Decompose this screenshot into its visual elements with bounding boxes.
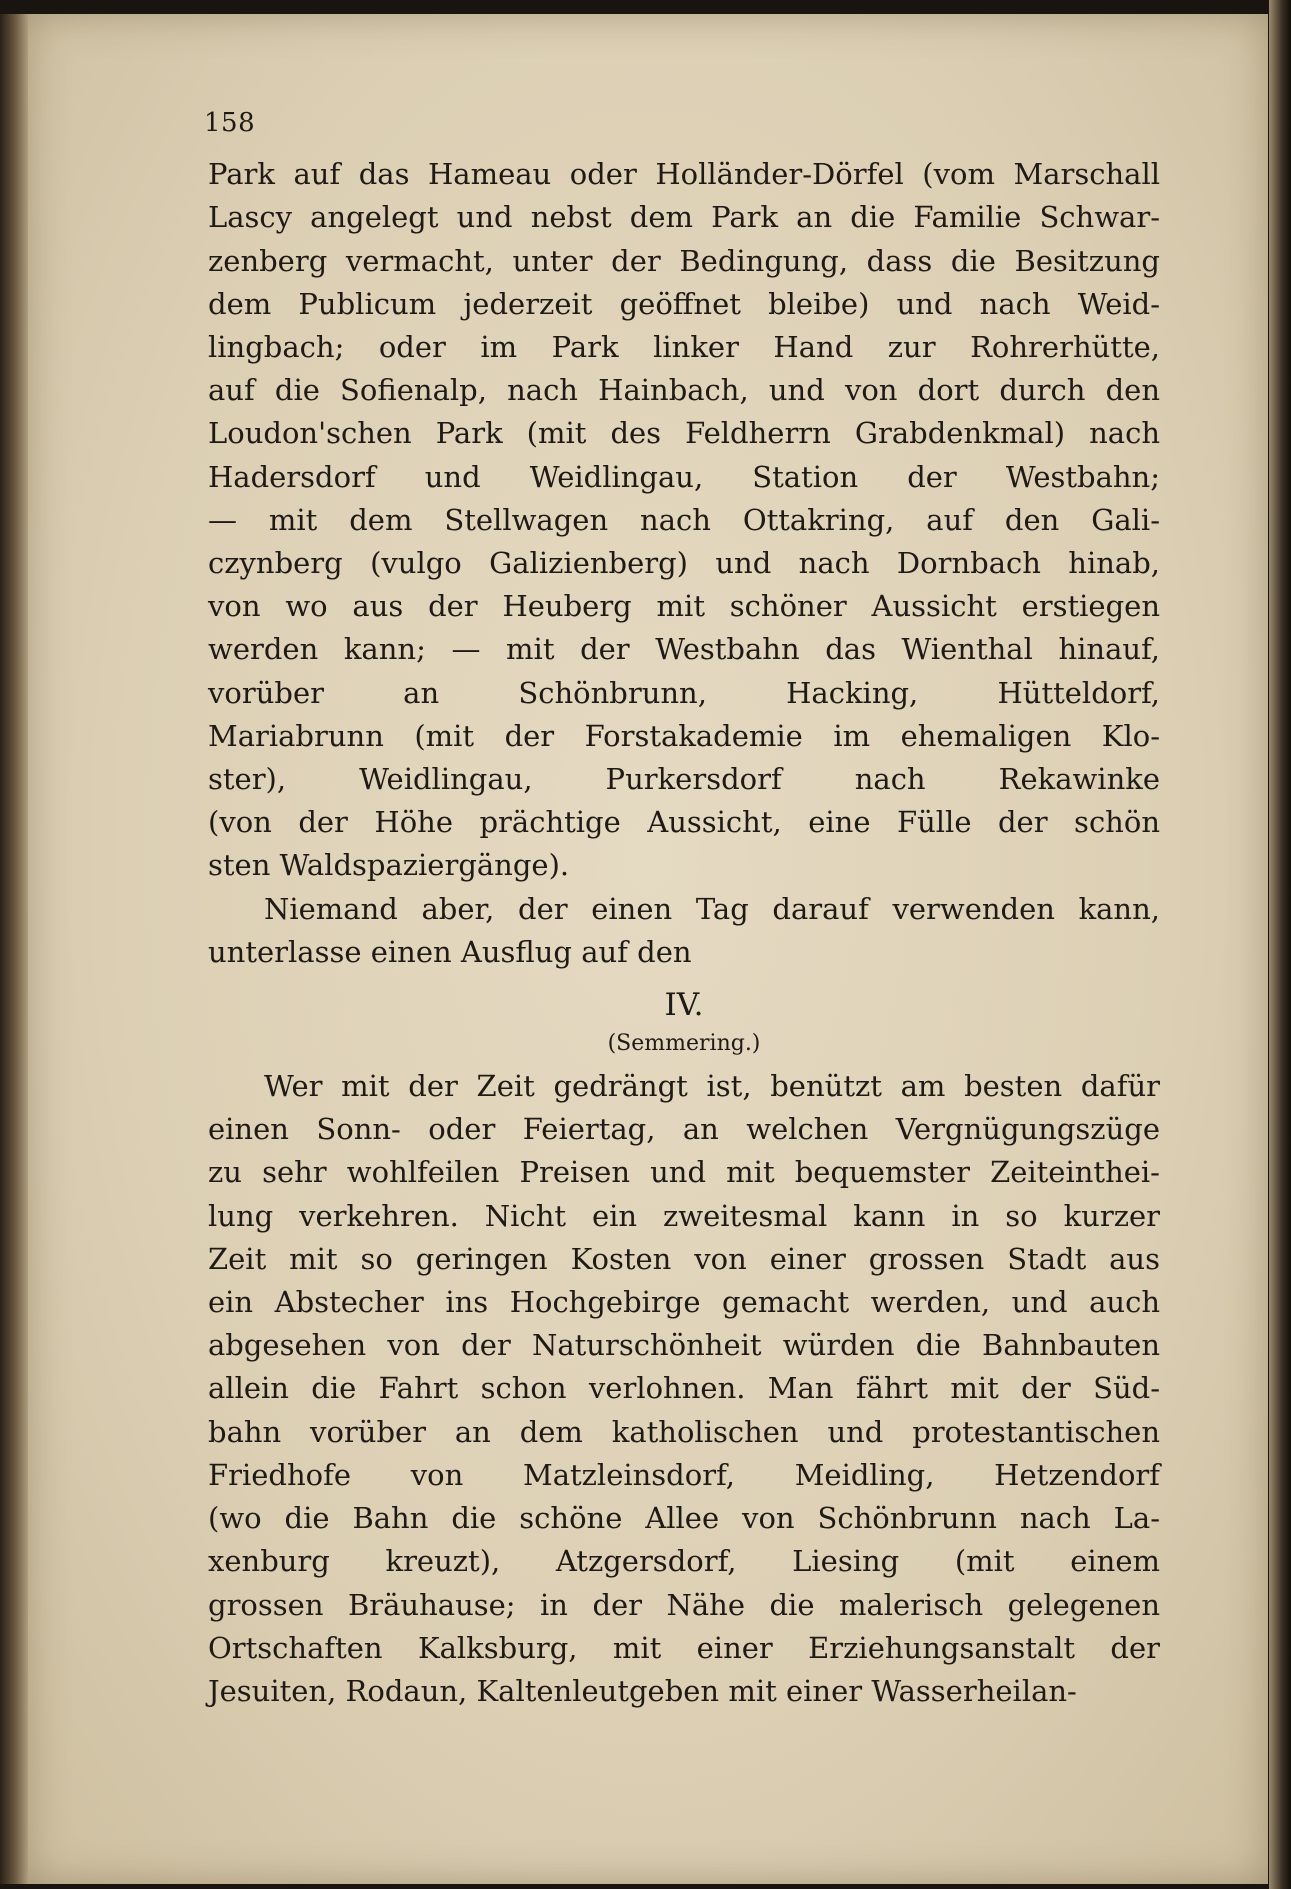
text-line: auf die Sofienalp, nach Hainbach, und von dort durch den [208, 373, 1160, 408]
text-line: lung verkehren. Nicht ein zweitesmal kann in so kurzer [208, 1198, 1160, 1233]
text-line: unterlasse einen Ausflug auf den [208, 934, 692, 969]
text-line: (von der Höhe prächtige Aussicht, eine Fülle der schön [208, 805, 1160, 840]
text-line: sten Waldspaziergänge). [208, 848, 570, 883]
book-gutter [0, 14, 30, 1884]
text-line: ein Abstecher ins Hochgebirge gemacht werden, und auch [208, 1285, 1160, 1320]
text-line: dem Publicum jederzeit geöffnet bleibe) und nach Weid- [208, 286, 1160, 321]
text-line: ster), Weidlingau, Purkersdorf nach Rekawinke [208, 762, 1160, 797]
text-line: grossen Bräuhause; in der Nähe die malerisch gelegenen [208, 1587, 1160, 1622]
paragraph-ausflug [208, 888, 1160, 974]
text-line: bahn vorüber an dem katholischen und protestantischen [208, 1414, 1160, 1449]
text-line: Zeit mit so geringen Kosten von einer grossen Stadt aus [208, 1241, 1160, 1276]
text-line: von wo aus der Heuberg mit schöner Aussicht erstiegen [208, 589, 1160, 624]
paragraph-semmering [208, 1065, 1160, 1713]
text-line: werden kann; — mit der Westbahn das Wienthal hinauf, [208, 632, 1160, 667]
section-subtitle: (Semmering.) [607, 1031, 761, 1057]
text-line: vorüber an Schönbrunn, Hacking, Hütteldorf, [208, 675, 1160, 710]
text-line: czynberg (vulgo Galizienberg) und nach Dornbach hinab, [208, 546, 1160, 581]
page-text [204, 102, 1160, 1713]
page-edge [1269, 0, 1291, 1889]
text-line: — mit dem Stellwagen nach Ottakring, auf den Gali- [208, 502, 1160, 537]
text-line: Lascy angelegt und nebst dem Park an die Familie Schwar- [208, 200, 1160, 235]
text-line: Hadersdorf und Weidlingau, Station der Westbahn; [208, 459, 1160, 494]
text-line: Niemand aber, der einen Tag darauf verwenden kann, [264, 891, 1160, 926]
text-line: Loudon'schen Park (mit des Feldherrn Grabdenkmal) nach [208, 416, 1160, 451]
text-line: Mariabrunn (mit der Forstakademie im ehemaligen Klo- [208, 718, 1160, 753]
text-line: lingbach; oder im Park linker Hand zur Rohrerhütte, [208, 330, 1160, 365]
text-line: zenberg vermacht, unter der Bedingung, dass die Besitzung [208, 243, 1160, 278]
section-numeral: IV. [664, 987, 704, 1024]
text-line: (wo die Bahn die schöne Allee von Schönbrunn nach La- [208, 1501, 1160, 1536]
text-line: allein die Fahrt schon verlohnen. Man fährt mit der Süd- [208, 1371, 1160, 1406]
text-line: zu sehr wohlfeilen Preisen und mit bequemster Zeiteinthei- [208, 1155, 1160, 1190]
text-line: Ortschaften Kalksburg, mit einer Erziehungsanstalt der [208, 1630, 1160, 1665]
text-line: Friedhofe von Matzleinsdorf, Meidling, Hetzendorf [208, 1457, 1160, 1492]
text-line: Jesuiten, Rodaun, Kaltenleutgeben mit einer Wasserheilan- [208, 1673, 1077, 1708]
text-line: Park auf das Hameau oder Holländer-Dörfel (vom Marschall [208, 157, 1160, 192]
paragraph-excursions [208, 153, 1160, 887]
text-line: einen Sonn- oder Feiertag, an welchen Vergnügungszüge [208, 1112, 1160, 1147]
text-line: abgesehen von der Naturschönheit würden die Bahnbauten [208, 1328, 1160, 1363]
text-line: Wer mit der Zeit gedrängt ist, benützt am besten dafür [264, 1069, 1160, 1104]
page-number: 158 [204, 108, 256, 138]
text-line: xenburg kreuzt), Atzgersdorf, Liesing (mit einem [208, 1544, 1160, 1579]
